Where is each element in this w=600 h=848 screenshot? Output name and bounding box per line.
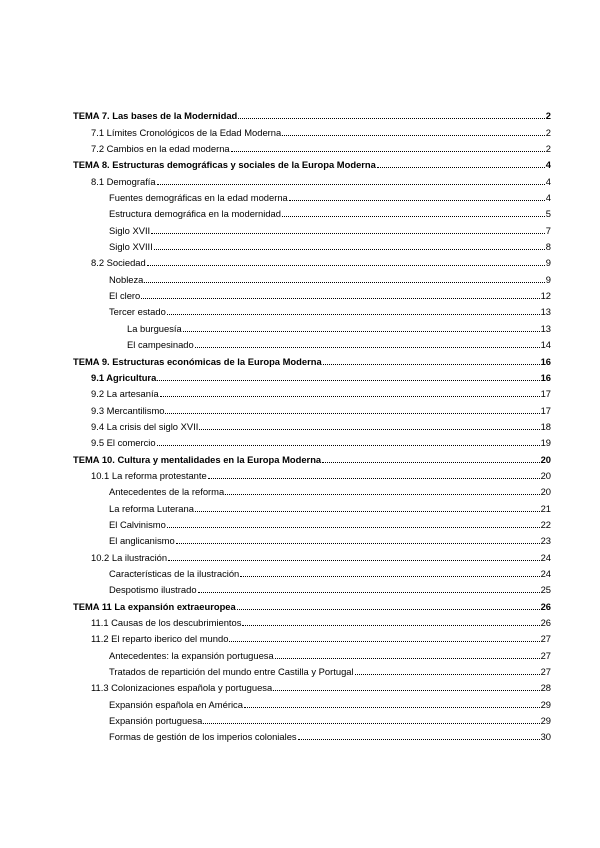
toc-page-number: 17 <box>540 404 551 416</box>
toc-entry[interactable] <box>73 416 551 432</box>
toc-dot-leader <box>147 265 545 266</box>
toc-entry[interactable] <box>73 383 551 399</box>
toc-entry-title: Nobleza <box>109 273 144 285</box>
toc-dot-leader <box>157 445 540 446</box>
toc-page-number: 28 <box>540 682 551 694</box>
toc-entry-title: Formas de gestión de los imperios coloniales <box>109 731 297 743</box>
toc-entry-title: 9.2 La artesanía <box>91 388 159 400</box>
toc-entry-title: El campesinado <box>127 339 194 351</box>
toc-page-number: 4 <box>545 175 551 187</box>
toc-dot-leader <box>167 314 540 315</box>
toc-dot-leader <box>282 135 545 136</box>
toc-entry-title: El anglicanismo <box>109 535 175 547</box>
toc-dot-leader <box>298 739 540 740</box>
toc-entry[interactable] <box>73 579 551 595</box>
toc-dot-leader <box>168 560 539 561</box>
toc-dot-leader <box>377 167 545 168</box>
toc-page-number: 26 <box>540 617 551 628</box>
toc-entry[interactable] <box>73 693 551 709</box>
toc-entry[interactable] <box>73 252 551 268</box>
toc-page-number: 24 <box>540 567 551 579</box>
toc-dot-leader <box>203 723 539 724</box>
toc-entry[interactable] <box>73 219 551 235</box>
toc-entry-title: TEMA 9. Estructuras económicas de la Europa Moderna <box>73 355 322 367</box>
toc-page-number: 27 <box>540 649 551 661</box>
toc-entry[interactable] <box>73 367 551 383</box>
toc-entry[interactable] <box>73 628 551 644</box>
toc-entry-title: 8.2 Sociedad <box>91 257 146 269</box>
toc-entry[interactable] <box>73 236 551 252</box>
toc-entry[interactable] <box>73 285 551 301</box>
toc-page-number: 20 <box>540 453 551 465</box>
toc-page-number: 20 <box>540 469 551 481</box>
toc-page-number: 16 <box>540 371 551 383</box>
toc-entry-title: 11.2 El reparto iberico del mundo <box>91 633 229 645</box>
toc-dot-leader <box>355 674 540 675</box>
toc-dot-leader <box>176 543 540 544</box>
toc-entry-title: 9.1 Agricultura <box>91 371 157 383</box>
toc-entry-title: 8.1 Demografía <box>91 175 156 187</box>
toc-dot-leader <box>195 347 540 348</box>
toc-page-number: 24 <box>540 551 551 563</box>
toc-page-number: 2 <box>545 143 551 155</box>
toc-page-number: 14 <box>540 339 551 351</box>
toc-entry[interactable] <box>73 317 551 333</box>
toc-entry[interactable] <box>73 448 551 464</box>
toc-entry[interactable] <box>73 465 551 481</box>
toc-entry[interactable] <box>73 121 551 137</box>
toc-dot-leader <box>237 609 540 610</box>
toc-entry-title: 7.1 Límites Cronológicos de la Edad Moderna <box>91 126 282 138</box>
toc-page-number: 29 <box>540 715 551 727</box>
toc-page-number: 23 <box>540 535 551 547</box>
toc-entry-title: 10.1 La reforma protestante <box>91 469 207 481</box>
toc-dot-leader <box>198 592 540 593</box>
toc-entry[interactable] <box>73 268 551 284</box>
toc-page-number: 9 <box>545 257 551 269</box>
toc-dot-leader <box>157 380 539 381</box>
toc-page-number: 13 <box>540 306 551 318</box>
toc-entry[interactable] <box>73 644 551 660</box>
toc-entry-title: 9.3 Mercantilismo <box>91 404 165 416</box>
toc-entry[interactable] <box>73 154 551 170</box>
toc-page-number: 2 <box>545 126 551 138</box>
toc-dot-leader <box>289 200 545 201</box>
toc-dot-leader <box>195 511 540 512</box>
toc-entry-title: TEMA 7. Las bases de la Modernidad <box>73 110 238 122</box>
toc-entry[interactable] <box>73 187 551 203</box>
toc-page-number: 7 <box>545 224 551 236</box>
toc-entry[interactable] <box>73 203 551 219</box>
toc-page-number: 25 <box>540 584 551 596</box>
toc-dot-leader <box>144 282 544 283</box>
toc-dot-leader <box>183 331 540 332</box>
toc-page-number: 5 <box>545 208 551 220</box>
toc-dot-leader <box>225 494 539 495</box>
toc-entry[interactable] <box>73 514 551 530</box>
toc-entry-title: Antecedentes de la reforma <box>109 486 225 498</box>
toc-entry-title: La reforma Luterana <box>109 502 194 514</box>
toc-dot-leader <box>141 298 539 299</box>
toc-entry-title: Expansión española en América <box>109 698 243 710</box>
toc-page-number: 16 <box>540 355 551 367</box>
table-of-contents <box>73 105 551 742</box>
toc-page-number: 26 <box>540 600 551 612</box>
toc-entry-title: Expansión portuguesa <box>109 715 203 727</box>
toc-entry[interactable] <box>73 301 551 317</box>
toc-page-number: 17 <box>540 388 551 400</box>
toc-dot-leader <box>273 690 539 691</box>
toc-page-number: 18 <box>540 420 551 432</box>
toc-entry[interactable] <box>73 661 551 677</box>
toc-entry[interactable] <box>73 399 551 415</box>
toc-page-number: 4 <box>545 159 551 171</box>
toc-entry[interactable] <box>73 432 551 448</box>
toc-dot-leader <box>229 641 539 642</box>
toc-dot-leader <box>231 151 545 152</box>
toc-dot-leader <box>242 625 539 626</box>
toc-dot-leader <box>323 364 540 365</box>
toc-entry[interactable] <box>73 481 551 497</box>
toc-page-number: 12 <box>540 290 551 302</box>
toc-entry-title: 7.2 Cambios en la edad moderna <box>91 143 230 155</box>
toc-page-number: 27 <box>540 633 551 645</box>
toc-page-number: 13 <box>540 322 551 334</box>
toc-entry[interactable] <box>73 612 551 628</box>
toc-entry-title: 10.2 La ilustración <box>91 551 168 563</box>
toc-dot-leader <box>199 429 539 430</box>
toc-entry[interactable] <box>73 595 551 611</box>
toc-dot-leader <box>244 707 540 708</box>
toc-page-number: 9 <box>545 273 551 285</box>
toc-entry-title: Siglo XVII <box>109 224 151 236</box>
toc-dot-leader <box>151 233 545 234</box>
toc-entry-title: 9.5 El comercio <box>91 437 156 449</box>
toc-dot-leader <box>240 576 539 577</box>
toc-entry[interactable] <box>73 334 551 350</box>
toc-entry-title: TEMA 8. Estructuras demográficas y sociales de la Europa Moderna <box>73 159 376 171</box>
toc-entry-title: TEMA 10. Cultura y mentalidades en la Europa Moderna <box>73 453 322 465</box>
toc-entry-title: Tratados de repartición del mundo entre Castilla y Portugal <box>109 666 354 678</box>
toc-entry-title: 9.4 La crisis del siglo XVII <box>91 420 199 432</box>
toc-entry-title: Tercer estado <box>109 306 166 318</box>
toc-entry-title: Despotismo ilustrado <box>109 584 197 596</box>
toc-page-number: 20 <box>540 486 551 498</box>
toc-dot-leader <box>275 658 540 659</box>
toc-entry[interactable] <box>73 710 551 726</box>
toc-page-number: 21 <box>540 502 551 514</box>
toc-entry-title: El Calvinismo <box>109 518 166 530</box>
toc-entry[interactable] <box>73 138 551 154</box>
toc-entry[interactable] <box>73 726 551 742</box>
toc-entry[interactable] <box>73 497 551 513</box>
toc-entry-title: La burguesía <box>127 322 182 334</box>
toc-dot-leader <box>167 527 540 528</box>
toc-dot-leader <box>157 184 545 185</box>
toc-entry-title: Fuentes demográficas en la edad moderna <box>109 192 288 204</box>
toc-dot-leader <box>208 478 540 479</box>
toc-entry-title: Estructura demográfica en la modernidad <box>109 208 281 220</box>
toc-entry[interactable] <box>73 170 551 186</box>
toc-dot-leader <box>160 396 540 397</box>
toc-dot-leader <box>282 216 545 217</box>
toc-entry-title: Siglo XVIII <box>109 241 153 253</box>
toc-entry[interactable] <box>73 530 551 546</box>
toc-entry-title: Características de la ilustración <box>109 567 240 579</box>
toc-entry[interactable] <box>73 105 551 121</box>
toc-dot-leader <box>165 413 539 414</box>
toc-entry-title: 11.1 Causas de los descubrimientos <box>91 617 242 628</box>
toc-page-number: 4 <box>545 192 551 204</box>
toc-entry[interactable] <box>73 546 551 562</box>
toc-page-number: 30 <box>540 731 551 743</box>
toc-entry[interactable] <box>73 563 551 579</box>
toc-entry-title: 11.3 Colonizaciones española y portuguesa <box>91 682 273 694</box>
toc-page-number: 2 <box>545 110 551 122</box>
toc-entry[interactable] <box>73 350 551 366</box>
toc-entry[interactable] <box>73 677 551 693</box>
toc-entry-title: El clero <box>109 290 141 302</box>
toc-page-number: 8 <box>545 241 551 253</box>
toc-dot-leader <box>238 118 545 119</box>
toc-entry-title: Antecedentes: la expansión portuguesa <box>109 649 274 661</box>
toc-page-number: 19 <box>540 437 551 449</box>
toc-entry-title: TEMA 11 La expansión extraeuropea <box>73 600 236 612</box>
toc-page-number: 22 <box>540 518 551 530</box>
toc-page-number: 27 <box>540 666 551 678</box>
toc-page-number: 29 <box>540 698 551 710</box>
toc-dot-leader <box>154 249 545 250</box>
toc-dot-leader <box>322 462 539 463</box>
